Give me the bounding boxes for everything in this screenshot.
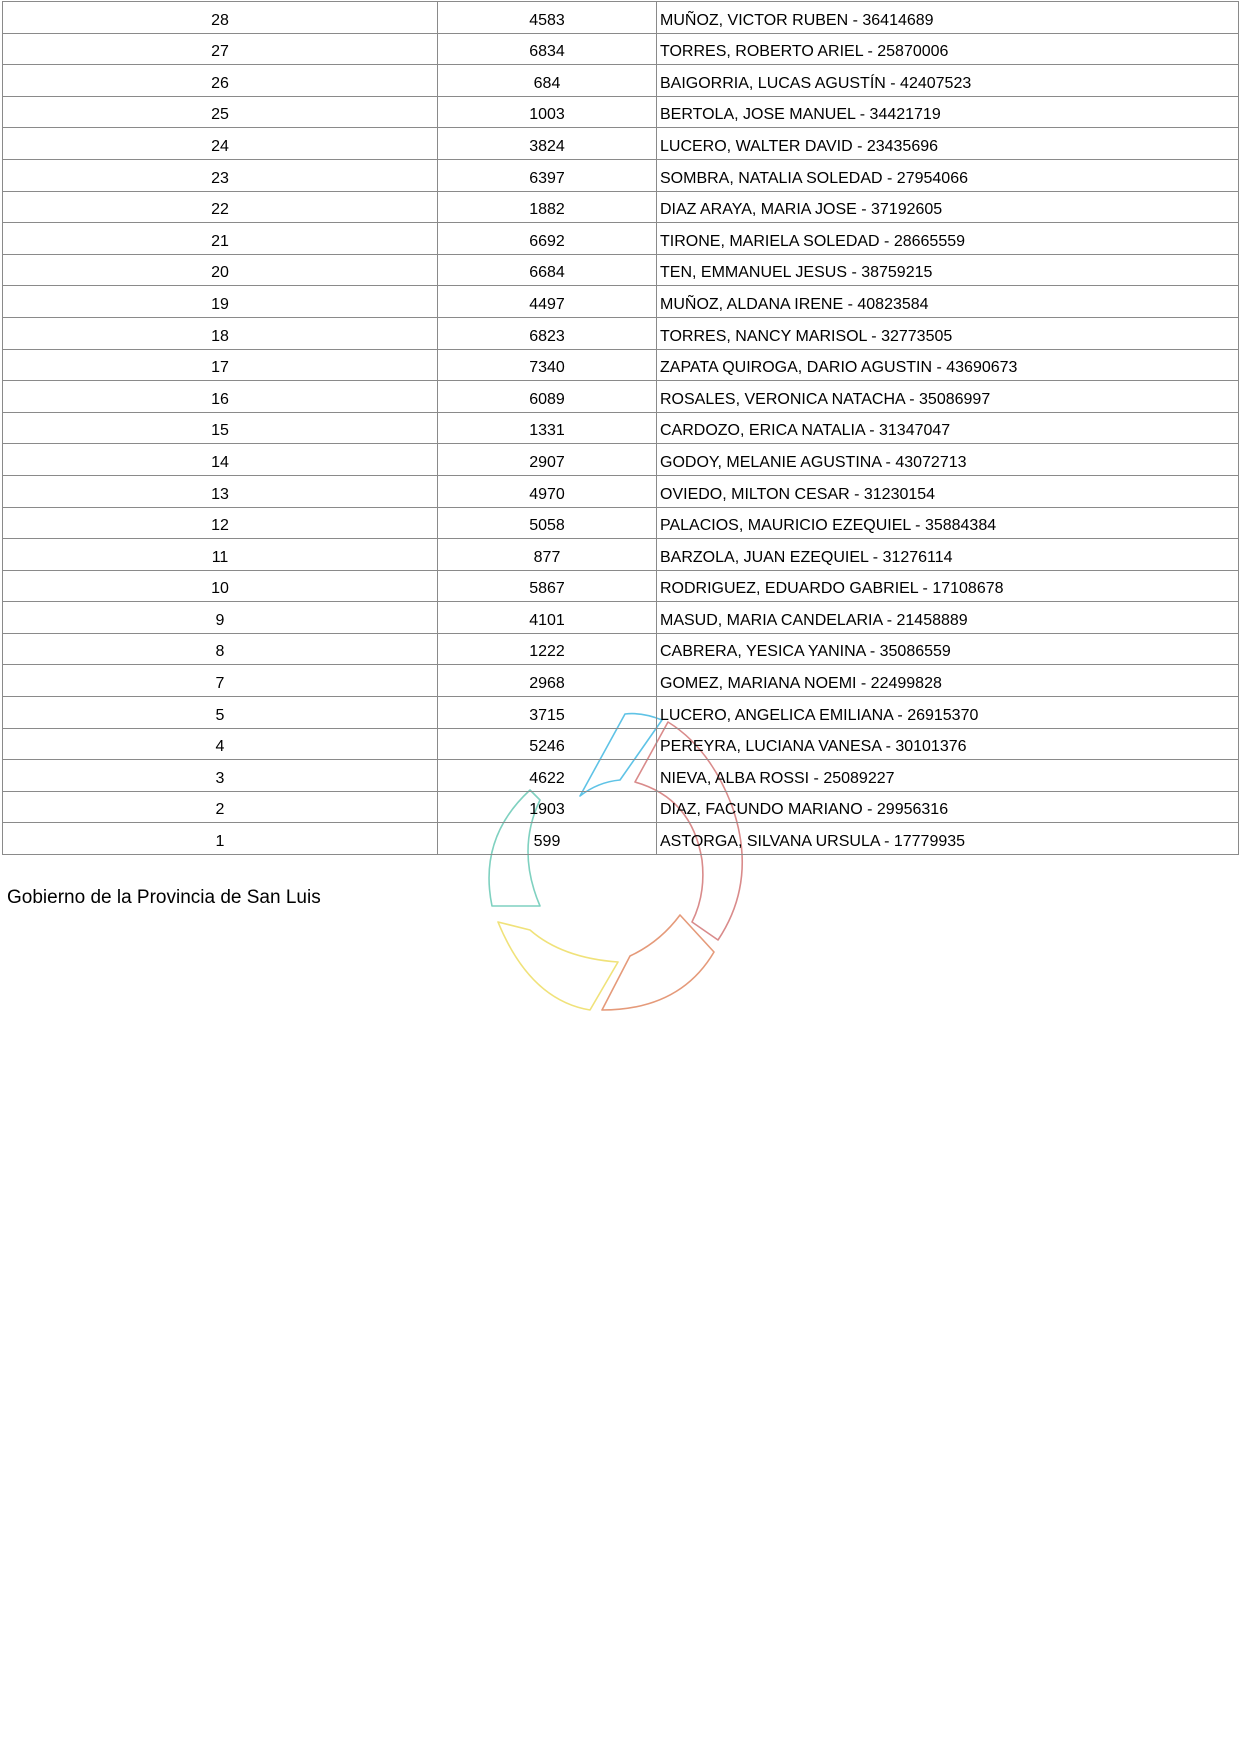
order-cell: 27 bbox=[3, 33, 438, 65]
order-cell: 22 bbox=[3, 191, 438, 223]
number-cell: 6834 bbox=[438, 33, 657, 65]
number-cell: 5058 bbox=[438, 507, 657, 539]
order-cell: 8 bbox=[3, 633, 438, 665]
order-cell: 24 bbox=[3, 128, 438, 160]
order-cell: 2 bbox=[3, 791, 438, 823]
order-cell: 25 bbox=[3, 96, 438, 128]
order-cell: 19 bbox=[3, 286, 438, 318]
person-cell: MASUD, MARIA CANDELARIA - 21458889 bbox=[657, 602, 1239, 634]
number-cell: 7340 bbox=[438, 349, 657, 381]
person-cell: PALACIOS, MAURICIO EZEQUIEL - 35884384 bbox=[657, 507, 1239, 539]
number-cell: 1903 bbox=[438, 791, 657, 823]
person-cell: DIAZ ARAYA, MARIA JOSE - 37192605 bbox=[657, 191, 1239, 223]
person-cell: LUCERO, WALTER DAVID - 23435696 bbox=[657, 128, 1239, 160]
order-cell: 18 bbox=[3, 317, 438, 349]
number-cell: 4970 bbox=[438, 475, 657, 507]
table-row bbox=[3, 760, 1239, 792]
person-cell: CABRERA, YESICA YANINA - 35086559 bbox=[657, 633, 1239, 665]
table-row bbox=[3, 381, 1239, 413]
table-row bbox=[3, 602, 1239, 634]
order-cell: 4 bbox=[3, 728, 438, 760]
logo-segment-yellow bbox=[498, 922, 618, 1010]
person-cell: BERTOLA, JOSE MANUEL - 34421719 bbox=[657, 96, 1239, 128]
table-row bbox=[3, 791, 1239, 823]
order-cell: 20 bbox=[3, 254, 438, 286]
footer-text: Gobierno de la Provincia de San Luis bbox=[7, 887, 321, 908]
number-cell: 2968 bbox=[438, 665, 657, 697]
table-row bbox=[3, 665, 1239, 697]
number-cell: 2907 bbox=[438, 444, 657, 476]
number-cell: 877 bbox=[438, 539, 657, 571]
table-row bbox=[3, 128, 1239, 160]
table-row bbox=[3, 96, 1239, 128]
number-cell: 1331 bbox=[438, 412, 657, 444]
table-row bbox=[3, 728, 1239, 760]
results-table bbox=[2, 1, 1239, 855]
order-cell: 14 bbox=[3, 444, 438, 476]
number-cell: 599 bbox=[438, 823, 657, 855]
number-cell: 6397 bbox=[438, 159, 657, 191]
order-cell: 9 bbox=[3, 602, 438, 634]
person-cell: BARZOLA, JUAN EZEQUIEL - 31276114 bbox=[657, 539, 1239, 571]
table-row bbox=[3, 570, 1239, 602]
number-cell: 6684 bbox=[438, 254, 657, 286]
order-cell: 13 bbox=[3, 475, 438, 507]
number-cell: 6692 bbox=[438, 223, 657, 255]
number-cell: 3715 bbox=[438, 697, 657, 729]
order-cell: 1 bbox=[3, 823, 438, 855]
number-cell: 6823 bbox=[438, 317, 657, 349]
person-cell: DIAZ, FACUNDO MARIANO - 29956316 bbox=[657, 791, 1239, 823]
number-cell: 1882 bbox=[438, 191, 657, 223]
table-row bbox=[3, 254, 1239, 286]
table-row bbox=[3, 223, 1239, 255]
person-cell: NIEVA, ALBA ROSSI - 25089227 bbox=[657, 760, 1239, 792]
order-cell: 21 bbox=[3, 223, 438, 255]
table-row bbox=[3, 507, 1239, 539]
table-row bbox=[3, 444, 1239, 476]
number-cell: 4497 bbox=[438, 286, 657, 318]
person-cell: SOMBRA, NATALIA SOLEDAD - 27954066 bbox=[657, 159, 1239, 191]
number-cell: 1003 bbox=[438, 96, 657, 128]
order-cell: 11 bbox=[3, 539, 438, 571]
person-cell: RODRIGUEZ, EDUARDO GABRIEL - 17108678 bbox=[657, 570, 1239, 602]
table-row bbox=[3, 539, 1239, 571]
table-row bbox=[3, 65, 1239, 97]
person-cell: GOMEZ, MARIANA NOEMI - 22499828 bbox=[657, 665, 1239, 697]
order-cell: 5 bbox=[3, 697, 438, 729]
person-cell: TEN, EMMANUEL JESUS - 38759215 bbox=[657, 254, 1239, 286]
table-row bbox=[3, 33, 1239, 65]
order-cell: 26 bbox=[3, 65, 438, 97]
number-cell: 4583 bbox=[438, 2, 657, 34]
table-row bbox=[3, 191, 1239, 223]
order-cell: 12 bbox=[3, 507, 438, 539]
number-cell: 3824 bbox=[438, 128, 657, 160]
number-cell: 4101 bbox=[438, 602, 657, 634]
table-row bbox=[3, 349, 1239, 381]
person-cell: CARDOZO, ERICA NATALIA - 31347047 bbox=[657, 412, 1239, 444]
number-cell: 684 bbox=[438, 65, 657, 97]
table-row bbox=[3, 475, 1239, 507]
table-row bbox=[3, 633, 1239, 665]
table-row bbox=[3, 412, 1239, 444]
order-cell: 3 bbox=[3, 760, 438, 792]
person-cell: PEREYRA, LUCIANA VANESA - 30101376 bbox=[657, 728, 1239, 760]
person-cell: ROSALES, VERONICA NATACHA - 35086997 bbox=[657, 381, 1239, 413]
person-cell: BAIGORRIA, LUCAS AGUSTÍN - 42407523 bbox=[657, 65, 1239, 97]
table-row bbox=[3, 317, 1239, 349]
order-cell: 7 bbox=[3, 665, 438, 697]
person-cell: MUÑOZ, ALDANA IRENE - 40823584 bbox=[657, 286, 1239, 318]
number-cell: 4622 bbox=[438, 760, 657, 792]
table-row bbox=[3, 286, 1239, 318]
table-row bbox=[3, 2, 1239, 34]
results-table-body bbox=[3, 2, 1239, 855]
person-cell: ASTORGA, SILVANA URSULA - 17779935 bbox=[657, 823, 1239, 855]
number-cell: 6089 bbox=[438, 381, 657, 413]
order-cell: 16 bbox=[3, 381, 438, 413]
table-row bbox=[3, 823, 1239, 855]
person-cell: LUCERO, ANGELICA EMILIANA - 26915370 bbox=[657, 697, 1239, 729]
number-cell: 1222 bbox=[438, 633, 657, 665]
table-row bbox=[3, 697, 1239, 729]
person-cell: MUÑOZ, VICTOR RUBEN - 36414689 bbox=[657, 2, 1239, 34]
number-cell: 5246 bbox=[438, 728, 657, 760]
person-cell: TORRES, NANCY MARISOL - 32773505 bbox=[657, 317, 1239, 349]
number-cell: 5867 bbox=[438, 570, 657, 602]
order-cell: 17 bbox=[3, 349, 438, 381]
order-cell: 10 bbox=[3, 570, 438, 602]
order-cell: 23 bbox=[3, 159, 438, 191]
order-cell: 28 bbox=[3, 2, 438, 34]
person-cell: TORRES, ROBERTO ARIEL - 25870006 bbox=[657, 33, 1239, 65]
person-cell: GODOY, MELANIE AGUSTINA - 43072713 bbox=[657, 444, 1239, 476]
logo-segment-orange bbox=[602, 915, 714, 1010]
person-cell: TIRONE, MARIELA SOLEDAD - 28665559 bbox=[657, 223, 1239, 255]
person-cell: ZAPATA QUIROGA, DARIO AGUSTIN - 43690673 bbox=[657, 349, 1239, 381]
person-cell: OVIEDO, MILTON CESAR - 31230154 bbox=[657, 475, 1239, 507]
table-row bbox=[3, 159, 1239, 191]
order-cell: 15 bbox=[3, 412, 438, 444]
